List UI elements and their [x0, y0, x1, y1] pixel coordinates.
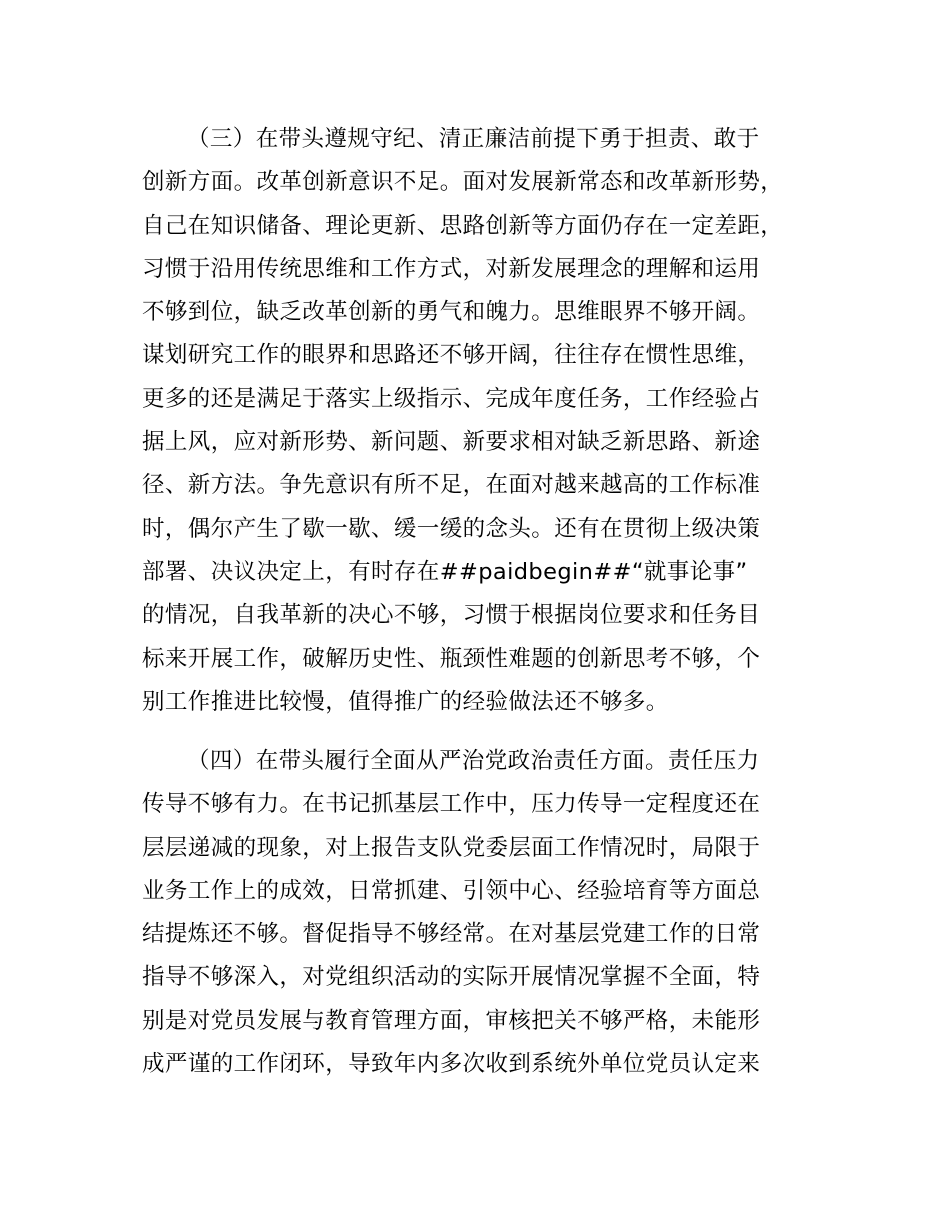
text-line: 传导不够有力。在书记抓基层工作中，压力传导一定程度还在 [142, 791, 761, 818]
text-line: 成严谨的工作闭环，导致年内多次收到系统外单位党员认定来 [142, 1051, 761, 1078]
text-line: 层层递减的现象，对上报告支队党委层面工作情况时，局限于 [142, 834, 761, 861]
text-line: 习惯于沿用传统思维和工作方式，对新发展理念的理解和运用 [142, 255, 761, 282]
text-line: 别是对党员发展与教育管理方面，审核把关不够严格，未能形 [142, 1007, 761, 1034]
text-line: （三）在带头遵规守纪、清正廉洁前提下勇于担责、敢于 [187, 126, 760, 152]
text-line: 自己在知识储备、理论更新、思路创新等方面仍存在一定差距， [142, 212, 784, 239]
text-line: 部署、决议决定上，有时存在##paidbegin##“就事论事” [142, 558, 748, 585]
text-line: 时，偶尔产生了歇一歇、缓一缓的念头。还有在贯彻上级决策 [142, 515, 761, 542]
text-line: 谋划研究工作的眼界和思路还不够开阔，往往存在惯性思维， [142, 342, 761, 369]
text-line: 据上风，应对新形势、新问题、新要求相对缺乏新思路、新途 [142, 429, 761, 456]
paragraph-section-four [142, 740, 842, 1086]
paragraph-section-three [142, 118, 842, 724]
text-line: 径、新方法。争先意识有所不足，在面对越来越高的工作标准 [142, 472, 761, 499]
text-line: 指导不够深入，对党组织活动的实际开展情况掌握不全面，特 [142, 964, 761, 991]
text-line: 的情况，自我革新的决心不够，习惯于根据岗位要求和任务目 [142, 602, 761, 629]
text-line: 更多的还是满足于落实上级指示、完成年度任务，工作经验占 [142, 385, 761, 412]
text-line: 创新方面。改革创新意识不足。面对发展新常态和改革新形势， [142, 169, 784, 196]
text-line: 别工作推进比较慢，值得推广的经验做法还不够多。 [142, 688, 669, 715]
text-line: 标来开展工作，破解历史性、瓶颈性难题的创新思考不够，个 [142, 645, 761, 672]
text-line: 业务工作上的成效，日常抓建、引领中心、经验培育等方面总 [142, 877, 761, 904]
text-line: 不够到位，缺乏改革创新的勇气和魄力。思维眼界不够开阔。 [142, 299, 761, 326]
text-line: （四）在带头履行全面从严治党政治责任方面。责任压力 [187, 748, 760, 774]
text-line: 结提炼还不够。督促指导不够经常。在对基层党建工作的日常 [142, 921, 761, 948]
